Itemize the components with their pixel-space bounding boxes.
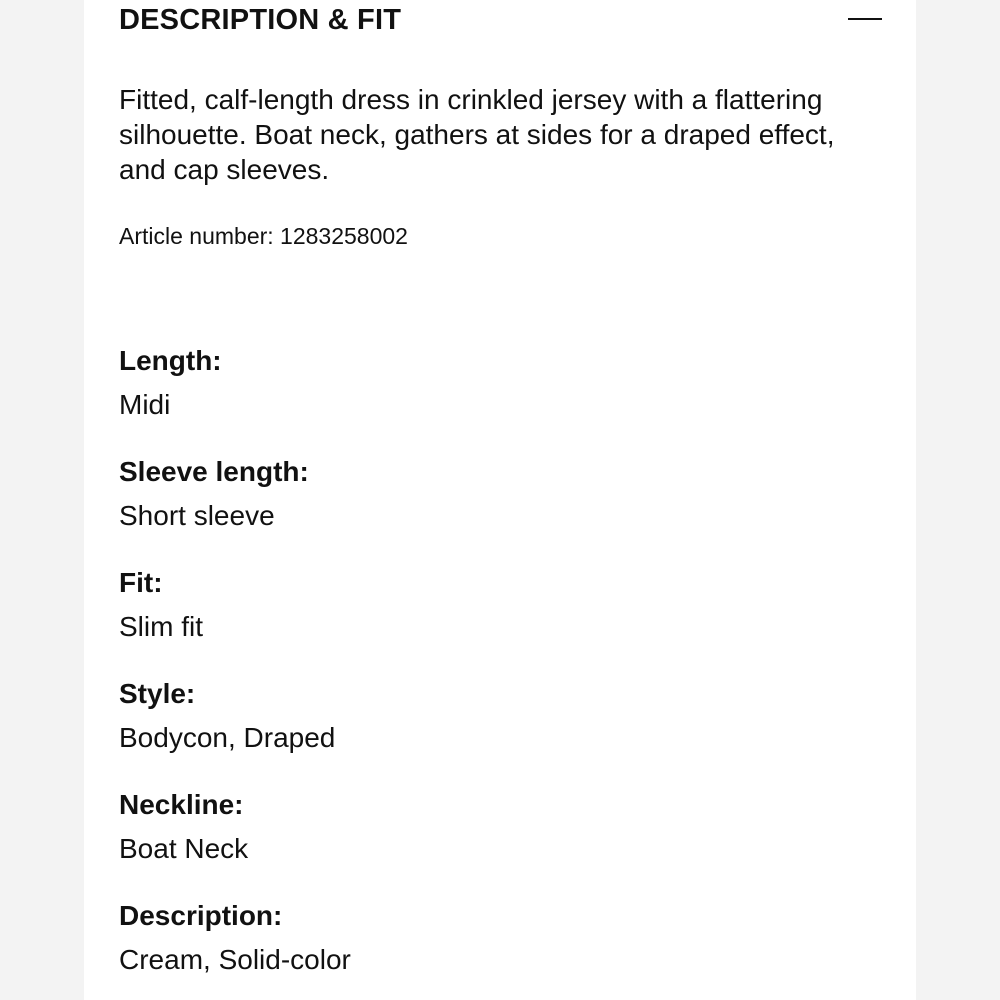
collapse-button[interactable] bbox=[847, 4, 883, 34]
attribute-value: Bodycon, Draped bbox=[119, 722, 336, 753]
section-title: DESCRIPTION & FIT bbox=[119, 4, 402, 36]
attribute-value: Slim fit bbox=[119, 611, 203, 642]
attribute-style bbox=[119, 672, 883, 760]
attribute-label: Fit: bbox=[119, 567, 163, 598]
product-description: Fitted, calf-length dress in crinkled jersey with a flattering silhouette. Boat neck, gathers at sides for a draped effect, and cap sleeves. bbox=[119, 84, 835, 185]
attribute-label: Neckline: bbox=[119, 789, 244, 820]
minus-icon bbox=[848, 18, 882, 21]
section-header[interactable] bbox=[119, 0, 883, 44]
attribute-value: Boat Neck bbox=[119, 833, 249, 864]
attribute-label: Sleeve length: bbox=[119, 456, 309, 487]
description-fit-panel bbox=[84, 0, 916, 1000]
attribute-value: Cream, Solid-color bbox=[119, 944, 351, 975]
attribute-label: Style: bbox=[119, 678, 196, 709]
attribute-label: Length: bbox=[119, 345, 222, 376]
attribute-description bbox=[119, 894, 883, 982]
attribute-list bbox=[119, 339, 883, 982]
attribute-label: Description: bbox=[119, 900, 283, 931]
attribute-value: Midi bbox=[119, 389, 171, 420]
attribute-length bbox=[119, 339, 883, 427]
attribute-neckline bbox=[119, 783, 883, 871]
article-number: Article number: 1283258002 bbox=[119, 223, 408, 249]
attribute-value: Short sleeve bbox=[119, 500, 275, 531]
attribute-sleeve-length bbox=[119, 450, 883, 538]
attribute-fit bbox=[119, 561, 883, 649]
